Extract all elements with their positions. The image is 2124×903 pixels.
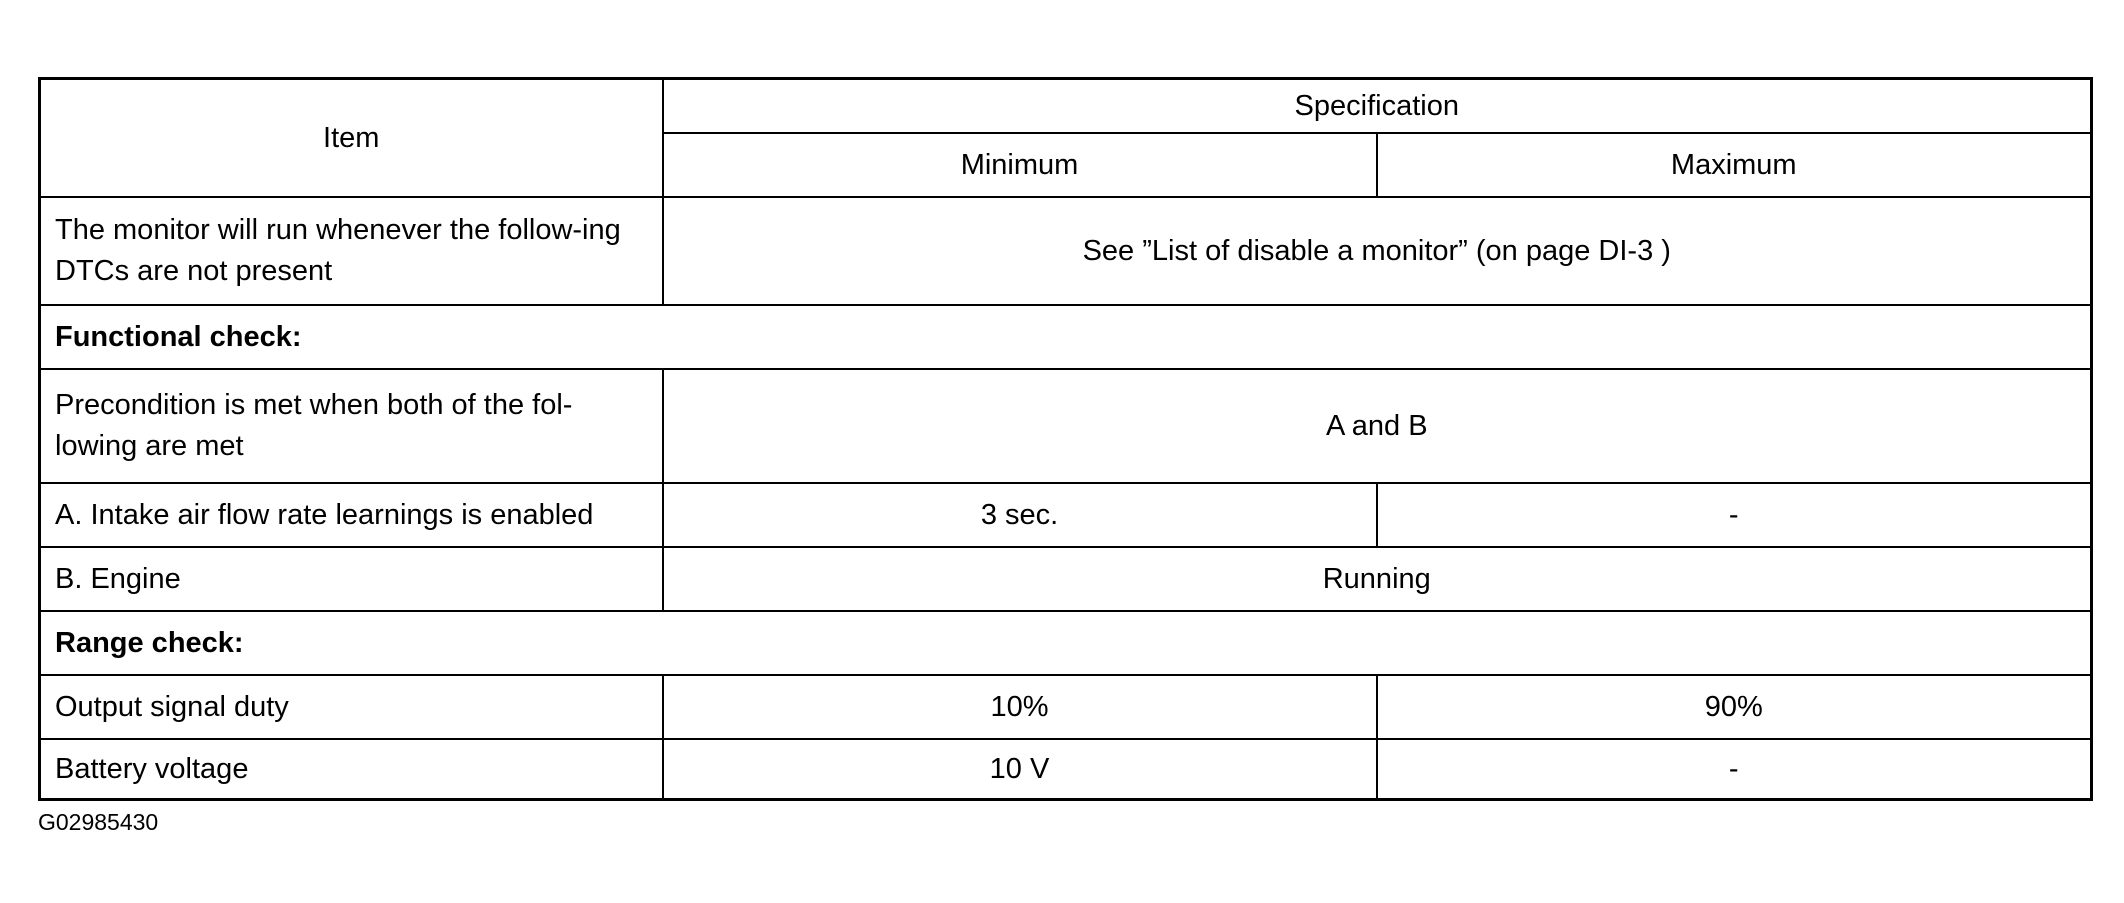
row-dtc-spec: See ”List of disable a monitor” (on page DI-3 ) xyxy=(663,197,2092,305)
header-maximum: Maximum xyxy=(1377,133,2092,197)
row-precondition-spec: A and B xyxy=(663,369,2092,483)
figure-id: G02985430 xyxy=(38,809,159,835)
row-dtc-item: The monitor will run whenever the follow-ing DTCs are not present xyxy=(40,197,663,305)
table-row xyxy=(40,369,2092,483)
row-intake-air-min: 3 sec. xyxy=(663,483,1377,547)
row-engine-spec: Running xyxy=(663,547,2092,611)
header-item: Item xyxy=(40,79,663,198)
table-row xyxy=(40,197,2092,305)
header-minimum: Minimum xyxy=(663,133,1377,197)
row-precondition-item: Precondition is met when both of the fol-lowing are met xyxy=(40,369,663,483)
header-specification: Specification xyxy=(663,79,2092,134)
row-output-signal-min: 10% xyxy=(663,675,1377,739)
row-output-signal-max: 90% xyxy=(1377,675,2092,739)
specification-table xyxy=(38,77,2093,801)
table-row xyxy=(40,547,2092,611)
row-output-signal-item: Output signal duty xyxy=(40,675,663,739)
row-battery-min: 10 V xyxy=(663,739,1377,800)
section-functional-check: Functional check: xyxy=(40,305,2092,369)
table-row xyxy=(40,675,2092,739)
table-row xyxy=(40,739,2092,800)
table-row xyxy=(40,305,2092,369)
row-battery-item: Battery voltage xyxy=(40,739,663,800)
table-row xyxy=(40,483,2092,547)
section-range-check: Range check: xyxy=(40,611,2092,675)
row-intake-air-max: - xyxy=(1377,483,2092,547)
row-intake-air-item: A. Intake air flow rate learnings is enabled xyxy=(40,483,663,547)
table-row xyxy=(40,611,2092,675)
row-engine-item: B. Engine xyxy=(40,547,663,611)
row-battery-max: - xyxy=(1377,739,2092,800)
